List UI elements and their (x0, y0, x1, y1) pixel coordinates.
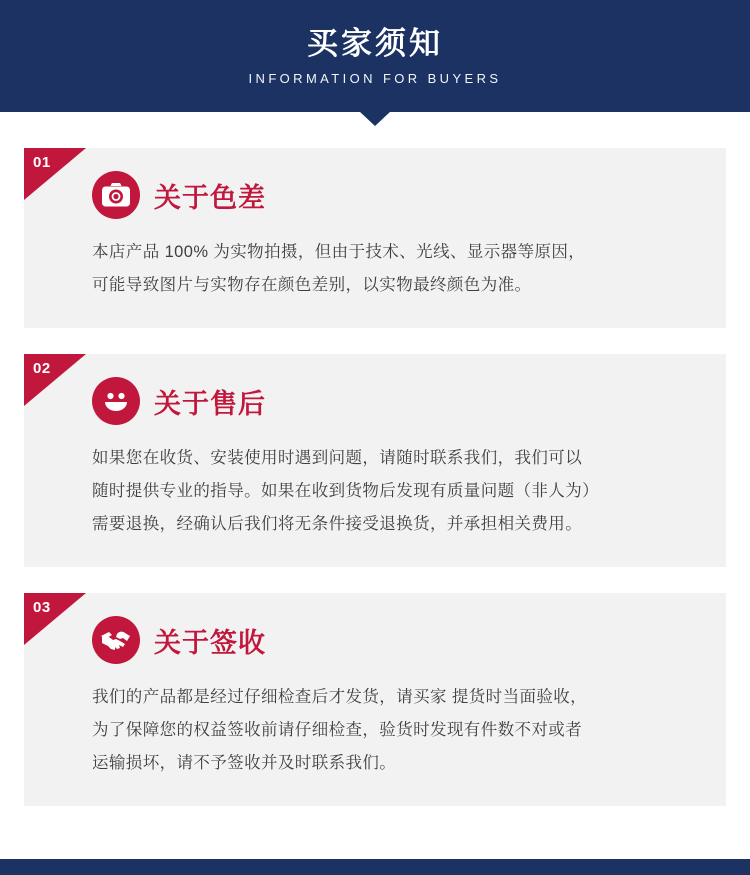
footer-strip (0, 859, 750, 875)
section-number-ribbon (24, 354, 86, 406)
section-line: 随时提供专业的指导。如果在收到货物后发现有质量问题（非人为） (92, 482, 599, 500)
section-header (92, 374, 696, 428)
notice-section-delivery (24, 593, 726, 806)
section-title: 关于签收 (154, 627, 266, 658)
notice-section-color (24, 148, 726, 328)
section-body (92, 681, 696, 780)
notice-section-aftersales (24, 354, 726, 567)
section-line: 我们的产品都是经过仔细检查后才发货，请买家 提货时当面验收， (92, 688, 588, 706)
section-title: 关于色差 (154, 182, 266, 213)
section-line: 为了保障您的权益签收前请仔细检查，验货时发现有件数不对或者 (92, 721, 583, 739)
handshake-icon (92, 616, 140, 664)
smiley-face-icon (92, 377, 140, 425)
section-line: 可能导致图片与实物存在颜色差别，以实物最终颜色为准。 (92, 276, 532, 294)
sections-container (0, 112, 750, 806)
section-header (92, 168, 696, 222)
section-number-ribbon (24, 148, 86, 200)
banner-arrow-icon (359, 111, 391, 126)
camera-icon (92, 171, 140, 219)
section-line: 本店产品 100% 为实物拍摄，但由于技术、光线、显示器等原因， (92, 243, 586, 261)
section-number: 02 (33, 360, 51, 377)
section-line: 如果您在收货、安装使用时遇到问题，请随时联系我们，我们可以 (92, 449, 583, 467)
page-banner (0, 0, 750, 112)
page-title: 买家须知 (307, 26, 443, 61)
section-line: 运输损坏，请不予签收并及时联系我们。 (92, 754, 397, 772)
page-subtitle: INFORMATION FOR BUYERS (248, 70, 502, 86)
section-body (92, 236, 696, 302)
section-number-ribbon (24, 593, 86, 645)
section-title: 关于售后 (154, 388, 266, 419)
section-number: 03 (33, 599, 51, 616)
section-number: 01 (33, 154, 51, 171)
section-line: 需要退换，经确认后我们将无条件接受退换货，并承担相关费用。 (92, 515, 583, 533)
section-header (92, 613, 696, 667)
section-body (92, 442, 696, 541)
